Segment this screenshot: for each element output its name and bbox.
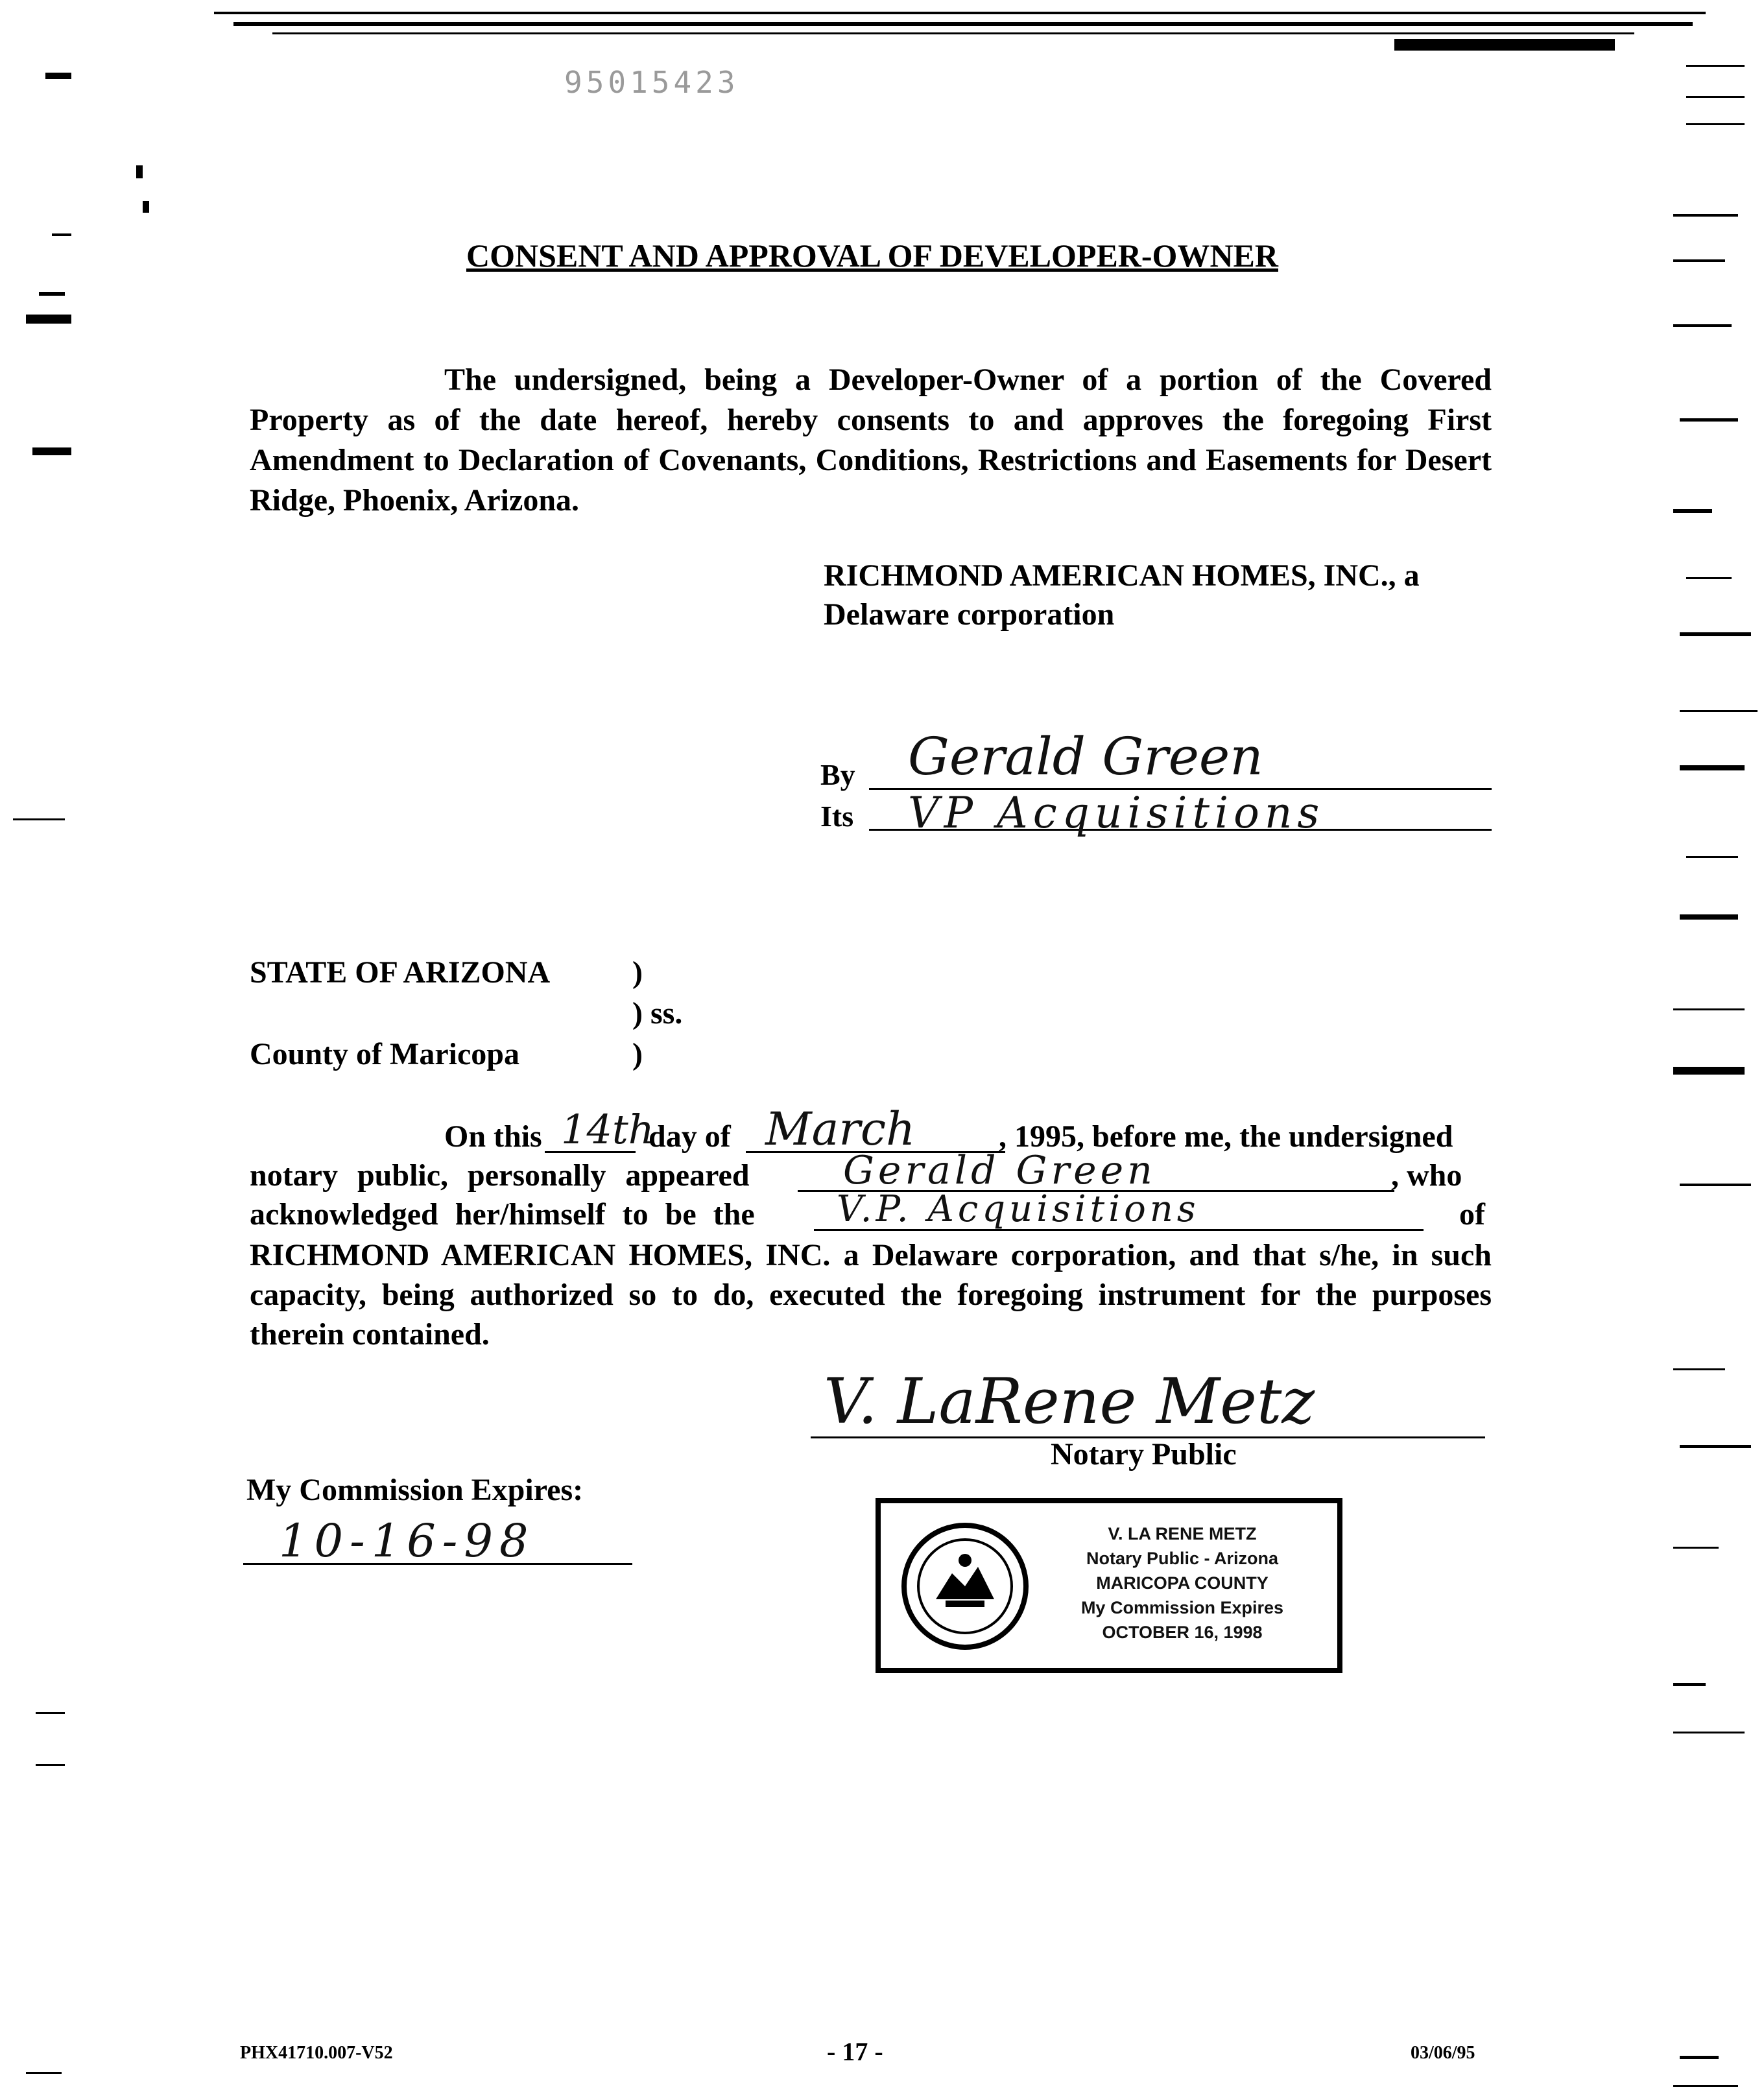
acknowledged-text: acknowledged her/himself to be the [250, 1197, 755, 1232]
scan-mark [39, 292, 65, 296]
seal-line-county: MARICOPA COUNTY [1096, 1573, 1269, 1593]
scan-mark [1673, 1732, 1745, 1733]
document-title: CONSENT AND APPROVAL OF DEVELOPER-OWNER [466, 237, 1279, 274]
intro-paragraph: The undersigned, being a Developer-Owner of a portion of the Covered Property as of the date hereof, hereby consents to and approves the foregoing First Amendment to Declaration of Covenants, Conditions, Restrictions and Easements for Desert Ridge, Phoenix, Arizona. [250, 363, 1492, 518]
who-text: , who [1391, 1158, 1462, 1193]
scan-mark [1680, 765, 1745, 770]
by-signature: Gerald Green [908, 726, 1263, 787]
scan-mark [1686, 123, 1745, 125]
seal-line-date: OCTOBER 16, 1998 [1102, 1623, 1263, 1642]
year-text: , 1995, before me, the undersigned [999, 1119, 1453, 1154]
of-text: of [1459, 1197, 1485, 1232]
scan-mark [1686, 65, 1745, 67]
its-value: VP Acquisitions [908, 788, 1325, 838]
scan-mark [1673, 2085, 1738, 2087]
scan-mark [52, 233, 71, 236]
notary-text: notary public, personally appeared [250, 1158, 750, 1193]
arizona-seal-emblem-icon [900, 1521, 1030, 1651]
scan-mark [1686, 96, 1745, 98]
person-value: Gerald Green [843, 1148, 1156, 1193]
top-rule [214, 12, 1706, 14]
scan-mark [36, 1712, 65, 1714]
company-name-line1: RICHMOND AMERICAN HOMES, INC., a [824, 558, 1420, 593]
scan-mark [136, 165, 143, 178]
state-paren: ) [632, 955, 643, 990]
notary-seal [876, 1498, 1342, 1673]
scan-mark [1680, 1445, 1751, 1448]
scan-mark [1673, 1008, 1745, 1010]
by-label: By [820, 758, 855, 791]
footer-doc-id: PHX41710.007-V52 [240, 2043, 393, 2063]
scan-mark [1673, 1067, 1745, 1075]
seal-line-name: V. LA RENE METZ [1108, 1524, 1257, 1543]
on-this-text: On this [444, 1119, 542, 1154]
scan-mark [1686, 856, 1738, 858]
company-name-line2: Delaware corporation [824, 597, 1115, 632]
title-value: V.P. Acquisitions [837, 1188, 1200, 1230]
seal-text [1040, 1521, 1325, 1645]
scan-mark [1673, 324, 1732, 327]
scan-mark [1680, 710, 1758, 712]
seal-line-title: Notary Public - Arizona [1086, 1549, 1279, 1568]
seal-line-commission: My Commission Expires [1080, 1598, 1284, 1617]
scan-mark [26, 315, 71, 324]
scan-mark [26, 2072, 62, 2074]
month-value: March [765, 1102, 916, 1156]
scan-mark [1673, 1547, 1719, 1549]
scan-mark [1680, 418, 1738, 422]
scan-mark [1680, 1184, 1751, 1186]
scan-mark [1686, 577, 1732, 579]
ss-label: ) ss. [632, 996, 683, 1030]
county-paren: ) [632, 1037, 643, 1071]
notary-signature: V. LaRene Metz [824, 1365, 1315, 1438]
notary-public-label: Notary Public [1051, 1437, 1237, 1471]
scan-mark [1680, 2056, 1719, 2059]
top-rule [272, 32, 1634, 34]
scan-mark [32, 447, 71, 455]
commission-expires-label: My Commission Expires: [246, 1473, 584, 1507]
footer-date: 03/06/95 [1411, 2043, 1475, 2063]
day-of-text: day of [649, 1119, 731, 1154]
county-label: County of Maricopa [250, 1037, 519, 1071]
scan-mark [1673, 1368, 1725, 1370]
scan-mark [13, 818, 65, 820]
its-label: Its [820, 800, 854, 833]
scan-mark [1680, 632, 1751, 636]
top-rule [233, 22, 1693, 26]
recording-stamp-number: 95015423 [564, 65, 739, 100]
state-label: STATE OF ARIZONA [250, 955, 551, 990]
footer-page-number: - 17 - [827, 2037, 883, 2066]
scan-mark [1673, 509, 1712, 513]
scan-mark [1673, 1683, 1706, 1686]
commission-expires-value: 10-16-98 [279, 1514, 535, 1567]
scan-mark [36, 1764, 65, 1766]
scan-mark [143, 201, 149, 213]
day-value: 14th [561, 1106, 654, 1153]
scan-mark [1680, 914, 1738, 920]
scan-mark [45, 73, 71, 79]
scan-mark [1673, 214, 1738, 217]
notary-paragraph-rest: RICHMOND AMERICAN HOMES, INC. a Delaware corporation, and that s/he, in such capacity, being authorized so to do, executed the foregoing instrument for the purposes therein contained. [250, 1238, 1492, 1352]
top-rule [1394, 39, 1615, 51]
